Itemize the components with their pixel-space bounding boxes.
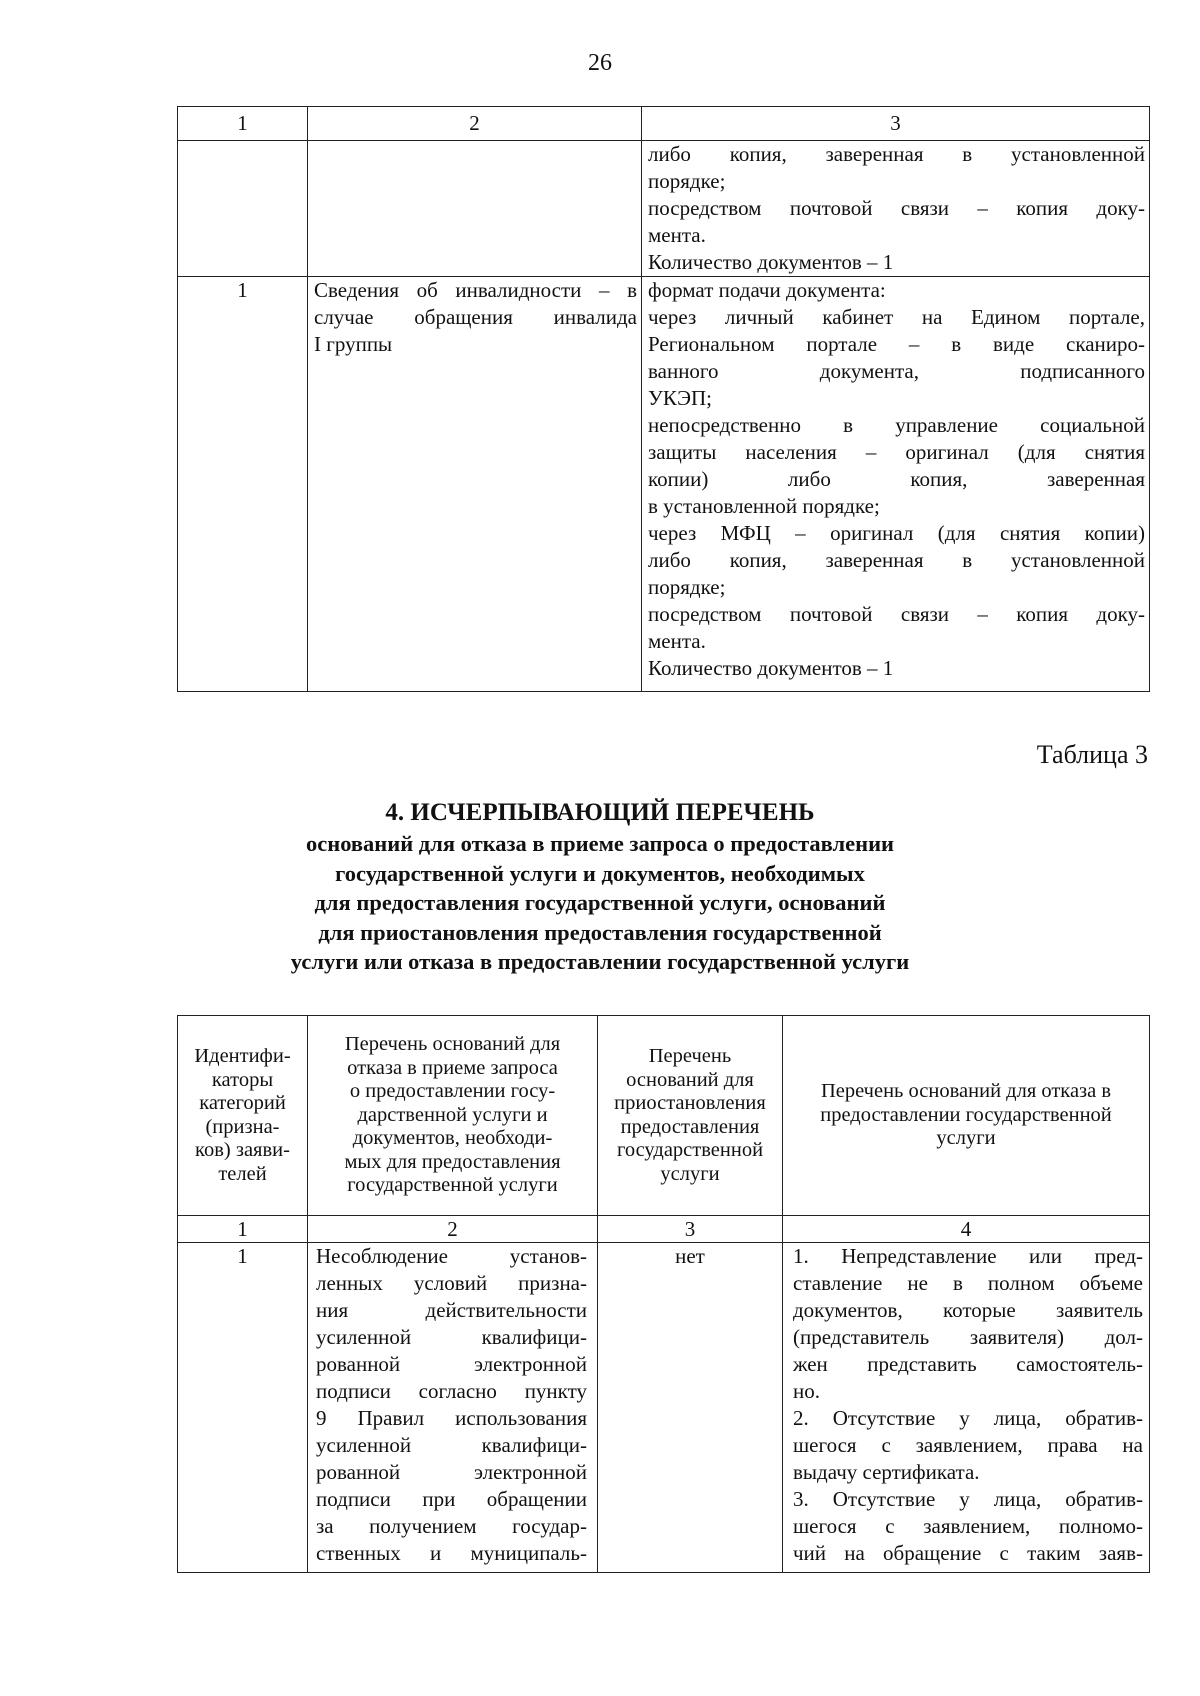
table-number-row — [178, 1216, 1150, 1243]
table-header-row — [178, 107, 1150, 141]
text-line: в установленной порядке; — [648, 494, 880, 518]
text-line: ванного документа, подписанного — [648, 359, 1145, 383]
header-reception-refusal-grounds: Перечень оснований для отказа в приеме запроса о предоставлении госу- дарственной услуги и документов, необходи- мых для предоставления государственной услуги — [308, 1016, 598, 1216]
cell-suspension-grounds: нет — [598, 1243, 783, 1573]
table-header-row — [178, 1016, 1150, 1216]
column-number: 3 — [598, 1216, 783, 1243]
text-line: посредством почтовой связи – копия доку- — [648, 196, 1145, 220]
text-line: порядке; — [648, 169, 726, 193]
section-subtitle-line: для приостановления предоставления государственной — [318, 919, 882, 945]
text-line: Региональном портале – в виде сканиро- — [648, 332, 1145, 356]
text-line: формат подачи документа: — [648, 278, 886, 302]
text-line: либо копия, заверенная в установленной — [648, 548, 1145, 572]
page-number: 26 — [588, 50, 612, 76]
cell-document-name — [308, 141, 642, 277]
text-line: Количество документов – 1 — [648, 656, 894, 680]
section-subtitle-line: государственной услуги и документов, необходимых — [335, 860, 865, 886]
table-row — [178, 141, 1150, 277]
text-line: Сведения об инвалидности – в — [314, 278, 637, 302]
cell-submission-format — [642, 141, 1150, 277]
cell-document-name — [308, 277, 642, 692]
cell-identifier — [178, 141, 308, 277]
cell-reception-refusal: Несоблюдение установ- ленных условий призна- ния действительности усиленной квалифици- рованной электронной подписи согласно пункту 9 Правил использования усиленной квалифици- рованной электронной подписи при обращении за получением государ- ственных и муниципаль- — [308, 1243, 598, 1573]
text-line: через личный кабинет на Едином портале, — [648, 305, 1145, 329]
header-applicant-identifiers: Идентифи- каторы категорий (призна- ков) заяви- телей — [178, 1016, 308, 1216]
text-line: либо копия, заверенная в установленной — [648, 142, 1145, 166]
text-line: Количество документов – 1 — [648, 250, 894, 274]
column-number: 2 — [308, 107, 642, 141]
text-line: копии) либо копия, заверенная — [648, 467, 1145, 491]
text-line: порядке; — [648, 575, 726, 599]
header-suspension-grounds: Перечень оснований для приостановления предоставления государственной услуги — [598, 1016, 783, 1216]
text-line: мента. — [648, 629, 706, 653]
table-row — [178, 1243, 1150, 1573]
section-subtitle-line: услуги или отказа в предоставлении государственной услуги — [290, 949, 910, 974]
table-continuation — [177, 106, 1150, 692]
cell-identifier: 1 — [178, 1243, 308, 1573]
column-number: 2 — [308, 1216, 598, 1243]
section-subtitle-line: оснований для отказа в приеме запроса о предоставлении — [306, 831, 894, 856]
table-caption: Таблица 3 — [1036, 740, 1148, 769]
column-number: 3 — [642, 107, 1150, 141]
section-subtitle-line: для предоставления государственной услуги, оснований — [314, 890, 886, 915]
column-number: 1 — [178, 107, 308, 141]
text-line: мента. — [648, 223, 706, 247]
text-line: случае обращения инвалида — [314, 305, 637, 329]
cell-identifier: 1 — [178, 277, 308, 692]
cell-service-refusal: 1. Непредставление или пред- ставление не в полном объеме документов, которые заявитель (представитель заявителя) дол- жен представить самостоятель- но. 2. Отсутствие у лица, обратив- шегося с заявлением, права на выдачу сертификата. 3. Отсутствие у лица, обратив- шегося с заявлением, полномо- чий на обращение с таким заяв- — [783, 1243, 1150, 1573]
header-service-refusal-grounds: Перечень оснований для отказа в предоставлении государственной услуги — [783, 1016, 1150, 1216]
table-3-refusal-grounds — [177, 1015, 1150, 1573]
text-line: УКЭП; — [648, 386, 712, 410]
text-line: непосредственно в управление социальной — [648, 413, 1145, 437]
text-line: посредством почтовой связи – копия доку- — [648, 602, 1145, 626]
text-line: через МФЦ – оригинал (для снятия копии) — [648, 521, 1145, 545]
column-number: 4 — [783, 1216, 1150, 1243]
text-line: защиты населения – оригинал (для снятия — [648, 440, 1145, 464]
column-number: 1 — [178, 1216, 308, 1243]
text-line: I группы — [314, 332, 393, 356]
section-title-main: 4. ИСЧЕРПЫВАЮЩИЙ ПЕРЕЧЕНЬ — [385, 799, 815, 826]
table-row — [178, 277, 1150, 692]
cell-submission-format — [642, 277, 1150, 692]
section-title — [0, 797, 1200, 977]
